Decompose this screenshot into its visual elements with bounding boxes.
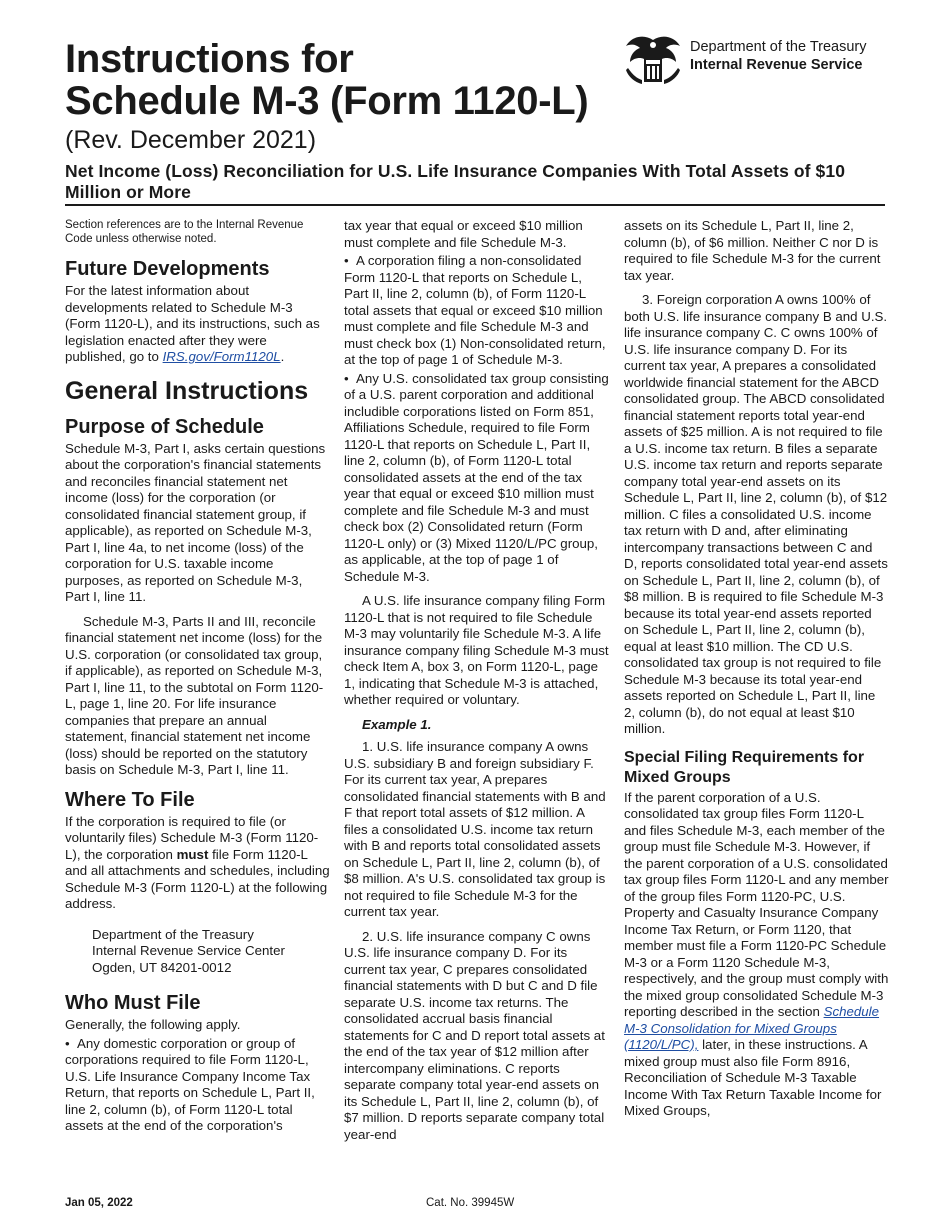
address-line: Department of the Treasury <box>92 926 254 942</box>
irs-form1120l-link[interactable]: IRS.gov/Form1120L <box>162 349 281 364</box>
future-developments-heading: Future Developments <box>65 258 270 280</box>
where-to-file-heading: Where To File <box>65 788 195 811</box>
agency-department: Department of the Treasury <box>690 39 867 55</box>
document-title <box>65 38 588 122</box>
who-bullet-3: • Any U.S. consolidated tax group consisting of a U.S. parent corporation and additional includible corporations listed on Form 851, Affiliations Schedule, required to file Form 1120-L that reports on Schedule L, Part II, line 2, column (b), of Form 1120-L total consolidated assets at the end of the tax year that equal or exceed $10 million must complete and file Schedule M-3 and must check box (2) Consolidated return (Form 1120-L only) or (3) Mixed 1120/L/PC group, as applicable, at the top of page 1 of Schedule M-3. <box>344 370 609 584</box>
title-line-2: Schedule M-3 (Form 1120-L) <box>65 79 589 123</box>
section-references-note: Section references are to the Internal Revenue Code unless otherwise noted. <box>65 219 304 245</box>
who-bullet-2: • A corporation filing a non-consolidated Form 1120-L that reports on Schedule L, Part II, line 2, column (b), of Form 1120-L total assets that equal or exceed $10 million must complete and file Schedule M-3 and must check box (1) Non-consolidated return, at the top of page 1 of Schedule M-3. <box>344 253 606 367</box>
example-1-item-1: 1. U.S. life insurance company A owns U.S. subsidiary B and foreign subsidiary F. For its current tax year, A prepares consolidated financial statements with B and F that report total assets of $12 million. A files a consolidated U.S. income tax return with B and reports total consolidated assets on Schedule L, Part II, line 2, column (b), of $8 million. A's U.S. consolidated tax group is not required to file Schedule M-3 for the current tax year. <box>344 739 606 919</box>
agency-block <box>622 32 867 88</box>
example-1-heading: Example 1. <box>362 716 432 732</box>
purpose-paragraph-1: Schedule M-3, Part I, asks certain questions about the corporation's financial statements and reconciles financial statement net income (loss) for the corporation (or consolidated financial statement group, if applicable), as reported on Schedule M-3, Part I, line 4a, to net income (loss) of the corporation for U.S. taxable income purposes, as reported on Schedule M-3, Part I, line 11. <box>65 440 326 604</box>
footer-date: Jan 05, 2022 <box>65 1197 133 1209</box>
example-1-item-2: 2. U.S. life insurance company C owns U.S. life insurance company D. For its current tax year, C prepares consolidated financial statements with D but C and D file separate U.S. income tax returns. The consolidated accrual basis financial statements for C and D report total assets at the end of the tax year of $12 million after intercompany eliminations. C reports separate company total year-end assets on its Schedule L, Part II, line 2, column (b), of $7 million. D reports separate company total year-end <box>344 928 605 1142</box>
who-must-file-intro: Generally, the following apply. <box>65 1017 241 1032</box>
who-must-file-heading: Who Must File <box>65 992 201 1014</box>
address-line: Internal Revenue Service Center <box>92 943 285 958</box>
voluntary-filing-text: A U.S. life insurance company filing Form 1120-L that is not required to file Schedule M-3 may voluntarily file Schedule M-3. A life insurance company filing Schedule M-3 must check Item A, box 3, on Form 1120-L, page 1, indicating that Schedule M-3 is attached, whether required or voluntary. <box>344 593 609 707</box>
agency-irs: Internal Revenue Service <box>690 57 863 73</box>
footer-catalog-number: Cat. No. 39945W <box>426 1197 515 1209</box>
address-line: Ogden, UT 84201-0012 <box>92 959 232 975</box>
mixed-groups-heading: Special Filing Requirements for Mixed Groups <box>624 748 865 786</box>
document-subtitle: Net Income (Loss) Reconciliation for U.S. Life Insurance Companies With Total Assets of $10 Million or More <box>65 161 846 202</box>
header-divider <box>65 204 885 206</box>
mailing-address <box>92 927 330 977</box>
column-2 <box>344 218 609 1151</box>
who-bullet-1: • Any domestic corporation or group of corporations required to file Form 1120-L, U.S. Life Insurance Company Income Tax Return, that reports on Schedule L, Part II, line 2, column (b), of Form 1120-L total assets at the end of the corporation's <box>65 1035 315 1133</box>
future-developments-text: For the latest information about developments related to Schedule M-3 (Form 1120-L), and its instructions, such as legislation enacted after they were published, go to IRS.gov/Form1120L. <box>65 283 320 364</box>
title-line-1: Instructions for <box>65 37 354 81</box>
example-1-item-3: 3. Foreign corporation A owns 100% of both U.S. life insurance company B and U.S. life insurance company C. C owns 100% of U.S. life insurance company D. For its current tax year, A prepares a consolidated worldwide financial statement for the ABCD consolidated group. The ABCD consolidated financial statement reports total year-end assets of $25 million. A is not required to file a U.S. income tax return. B files a separate U.S. income tax return and reports separate company total year-end assets on its Schedule L, Part II, line 2, column (b), of $12 million. C files a consolidated U.S. income tax return with D and, after eliminating intercompany transactions between C and D, reports consolidated total year-end assets on Schedule L, Part II, line 2, column (b), of $8 million. B is required to file Schedule M-3 because its total year-end assets reported on Schedule L, Part II, line 2, column (b), equal at least $10 million. The CD U.S. consolidated tax group is not required to file Schedule M-3 because its total year-end assets reported on Schedule L, Part II, line 2, column (b), do not equal at least $10 million. <box>624 292 888 736</box>
where-to-file-text: If the corporation is required to file (or voluntarily files) Schedule M-3 (Form 1120-L), the corporation must file Form 1120-L and all attachments and schedules, including Schedule M-3 (Form 1120-L) at the following address. <box>65 813 330 911</box>
mixed-groups-consolidation-link[interactable]: Schedule M-3 Consolidation for Mixed Groups (1120/L/PC), <box>624 1004 880 1052</box>
who-bullet-1-continued: tax year that equal or exceed $10 million must complete and file Schedule M-3. <box>344 218 583 250</box>
revision-date: (Rev. December 2021) <box>65 126 317 154</box>
example-1-item-2-continued: assets on its Schedule L, Part II, line 2, column (b), of $6 million. Neither C nor D is required to file Schedule M-3 for the current tax year. <box>624 218 881 283</box>
column-3 <box>624 218 889 1128</box>
purpose-heading: Purpose of Schedule <box>65 415 264 438</box>
mixed-groups-text: If the parent corporation of a U.S. consolidated tax group files Form 1120-L and files Schedule M-3, each member of the group must file Schedule M-3. However, if the parent corporation of a U.S. consolidated tax group files Form 1120-L and any member of the group files Form 1120-PC, U.S. Property and Casualty Insurance Company Income Tax Return, or Form 1120, that member must file a Form 1120-PC Schedule M-3 or a Form 1120 Schedule M-3, respectively, and the group must comply with the mixed group consolidated Schedule M-3 reporting described in the section Schedule M-3 Consolidation for Mixed Groups (1120/L/PC), later, in these instructions. A mixed group must also file Form 8916, Reconciliation of Schedule M-3 Taxable Income With Tax Return Taxable Income for Mixed Groups, <box>624 789 889 1118</box>
irs-eagle-icon <box>622 32 684 88</box>
purpose-paragraph-2: Schedule M-3, Parts II and III, reconcile financial statement net income (loss) for the U.S. corporation (or consolidated tax group, if applicable), as reported on Schedule M-3, Part I, line 11, to the subtotal on Form 1120-L, page 1, line 20. For life insurance companies that prepare an annual statement, financial statement net income (loss) should be reported on the statutory basis on Schedule M-3, Part I, line 11. <box>65 613 324 777</box>
general-instructions-heading: General Instructions <box>65 376 309 405</box>
column-1 <box>65 218 330 1143</box>
